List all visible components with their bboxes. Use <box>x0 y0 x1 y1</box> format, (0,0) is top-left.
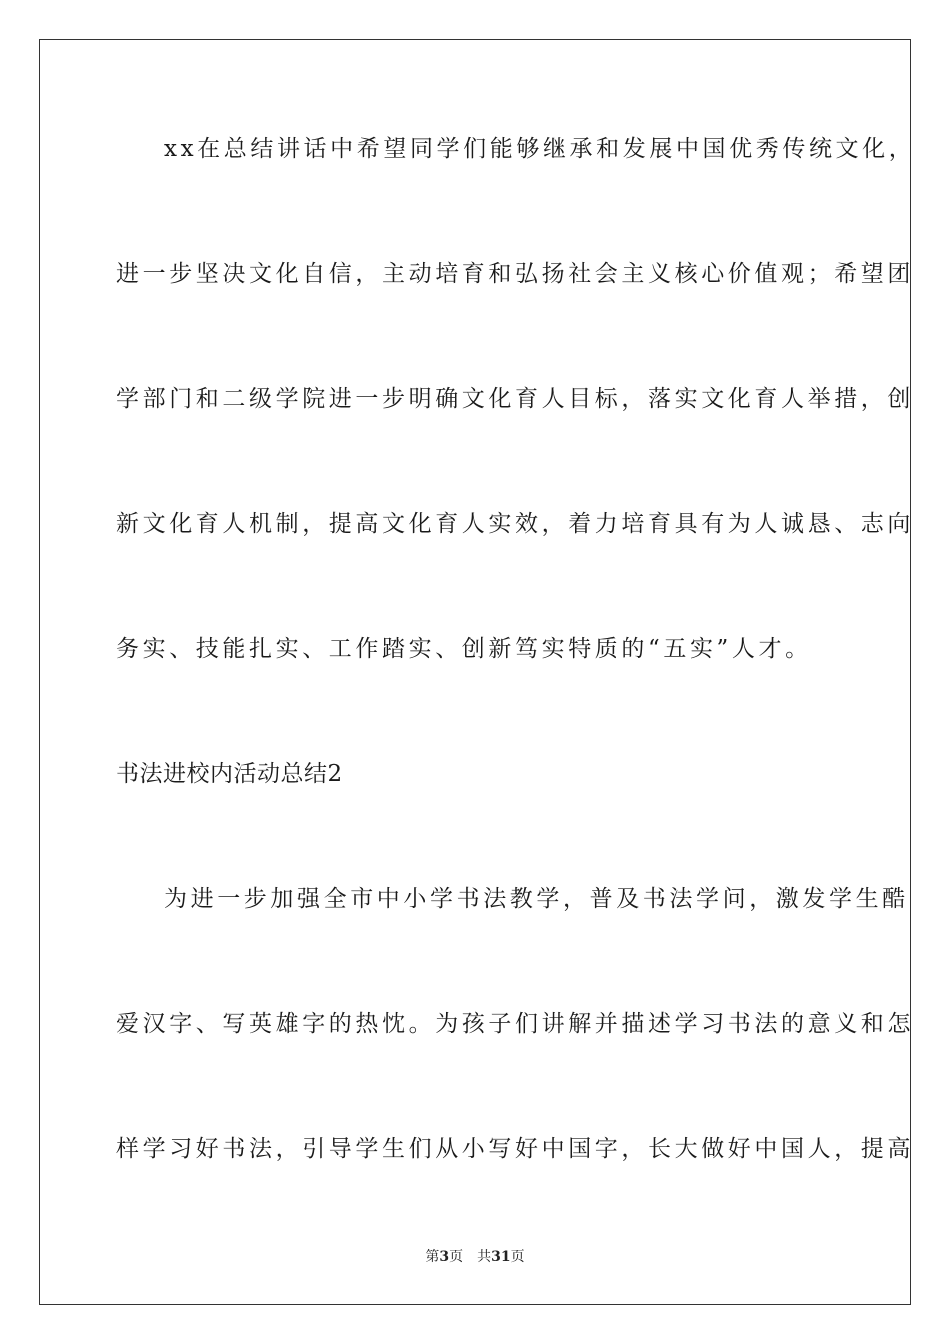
page-footer <box>0 1247 950 1267</box>
page-suffix: 页 <box>449 1249 464 1265</box>
paragraph-line: 为进一步加强全市中小学书法教学，普及书法学问，激发学生酷 <box>164 886 909 912</box>
paragraph-line: 爱汉字、写英雄字的热忱。为孩子们讲解并描述学习书法的意义和怎 <box>116 1011 914 1037</box>
section-heading: 书法进校内活动总结2 <box>116 761 343 787</box>
page-number: 3 <box>439 1249 450 1265</box>
paragraph-line: 新文化育人机制，提高文化育人实效，着力培育具有为人诚恳、志向 <box>116 511 914 537</box>
total-prefix: 共 <box>477 1249 492 1265</box>
total-suffix: 页 <box>510 1249 525 1265</box>
page-prefix: 第 <box>425 1249 440 1265</box>
paragraph-line: 学部门和二级学院进一步明确文化育人目标，落实文化育人举措，创 <box>116 386 914 412</box>
page-border <box>39 39 916 1305</box>
paragraph-line: 样学习好书法，引导学生们从小写好中国字，长大做好中国人，提高 <box>116 1136 914 1162</box>
paragraph-line: xx在总结讲话中希望同学们能够继承和发展中国优秀传统文化， <box>164 136 916 162</box>
total-pages: 31 <box>491 1249 511 1265</box>
paragraph-line: 务实、技能扎实、工作踏实、创新笃实特质的“五实”人才。 <box>116 636 812 662</box>
paragraph-line: 进一步坚决文化自信，主动培育和弘扬社会主义核心价值观；希望团 <box>116 261 914 287</box>
